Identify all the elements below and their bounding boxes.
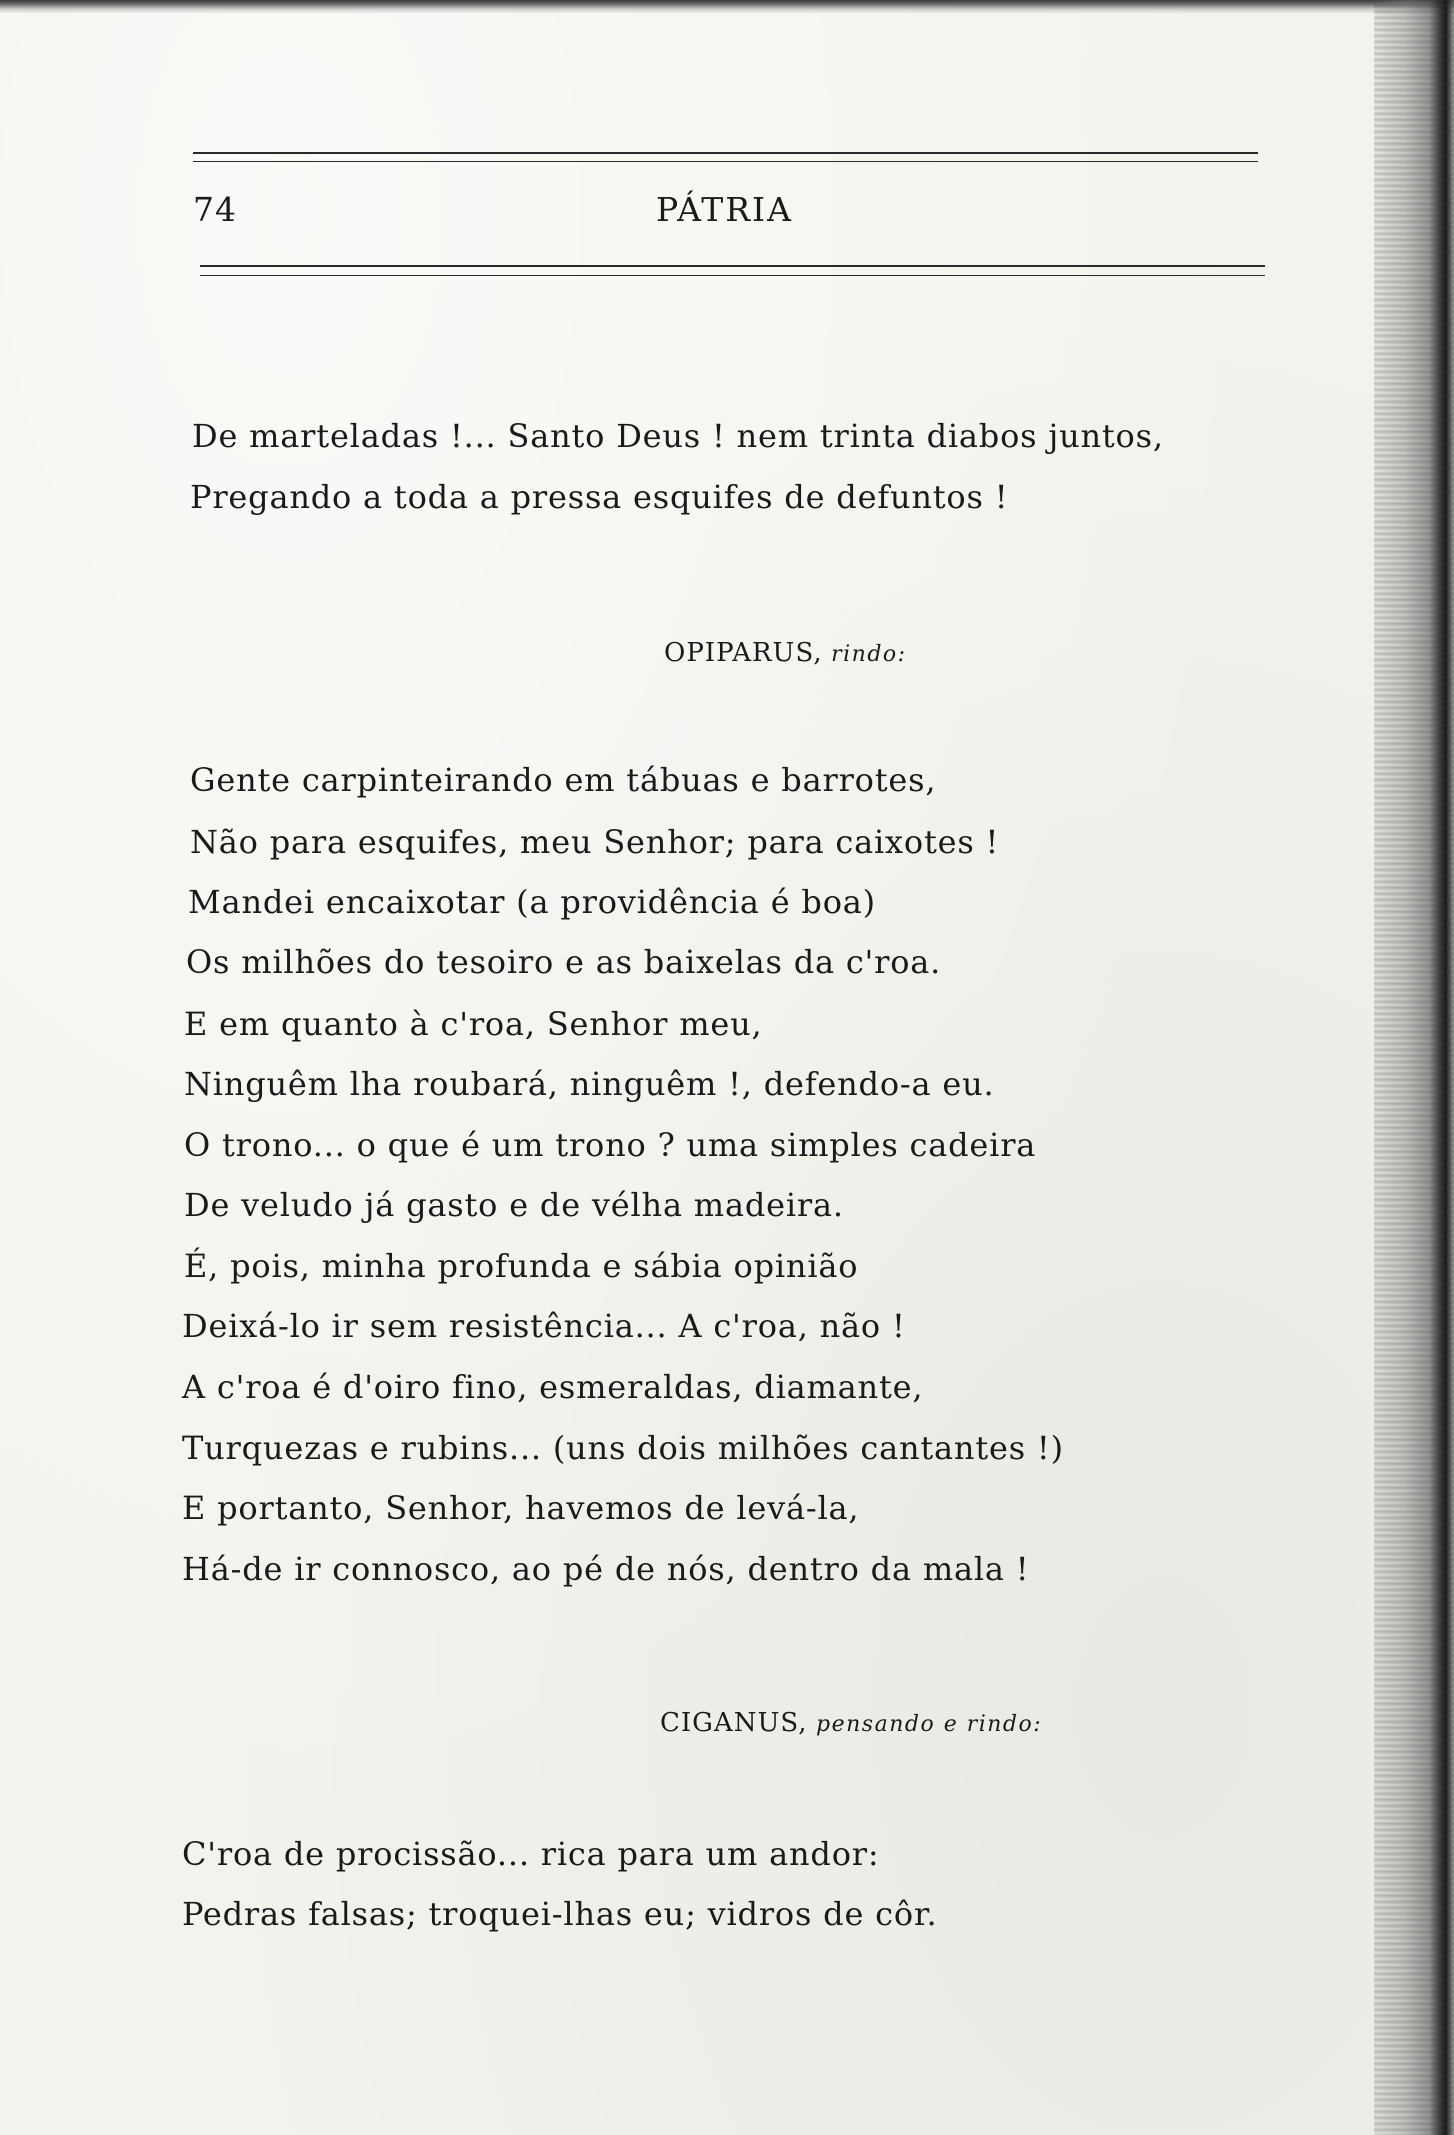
- header-rule-bottom: [200, 265, 1265, 267]
- verse-line: Turquezas e rubins... (uns dois milhões cantantes !): [182, 1429, 1064, 1467]
- stage-direction: pensando e rindo:: [816, 1712, 1043, 1737]
- verse-line: Os milhões do tesoiro e as baixelas da c'roa.: [186, 943, 942, 981]
- verse-line: O trono... o que é um trono ? uma simples cadeira: [184, 1126, 1037, 1164]
- speaker-name: OPIPARUS,: [664, 638, 823, 668]
- verse-line: C'roa de procissão... rica para um andor:: [182, 1835, 880, 1873]
- verse-line: E portanto, Senhor, havemos de levá-la,: [182, 1489, 860, 1527]
- header-rule-top: [193, 152, 1258, 154]
- header-rule-bottom-thin: [200, 275, 1265, 276]
- speaker-heading: [664, 638, 907, 668]
- verse-line: É, pois, minha profunda e sábia opinião: [184, 1247, 859, 1285]
- verse-line: De marteladas !... Santo Deus ! nem trinta diabos juntos,: [192, 417, 1164, 455]
- verse-line: Gente carpinteirando em tábuas e barrotes,: [190, 761, 937, 799]
- speaker-name: CIGANUS,: [660, 1708, 808, 1738]
- verse-line: Há-de ir connosco, ao pé de nós, dentro da mala !: [182, 1550, 1030, 1588]
- page-number: 74: [193, 190, 237, 229]
- verse-line: De veludo já gasto e de vélha madeira.: [184, 1186, 844, 1224]
- stage-direction: rindo:: [831, 642, 907, 667]
- verse-line: Pedras falsas; troquei-lhas eu; vidros de côr.: [182, 1895, 938, 1933]
- verse-line: Deixá-lo ir sem resistência... A c'roa, não !: [182, 1307, 906, 1345]
- verse-line: A c'roa é d'oiro fino, esmeraldas, diamante,: [182, 1368, 924, 1406]
- header-rule-top-thin: [193, 161, 1258, 162]
- running-title: PÁTRIA: [656, 190, 793, 229]
- verse-line: Mandei encaixotar (a providência é boa): [188, 883, 876, 921]
- verse-line: Não para esquifes, meu Senhor; para caixotes !: [190, 823, 1000, 861]
- book-binding-edge: [1374, 0, 1454, 2135]
- scan-top-edge: [0, 0, 1454, 14]
- verse-line: Pregando a toda a pressa esquifes de defuntos !: [190, 478, 1009, 516]
- verse-line: Ninguêm lha roubará, ninguêm !, defendo-a eu.: [184, 1065, 995, 1103]
- speaker-heading: [660, 1708, 1042, 1738]
- verse-line: E em quanto à c'roa, Senhor meu,: [184, 1005, 763, 1043]
